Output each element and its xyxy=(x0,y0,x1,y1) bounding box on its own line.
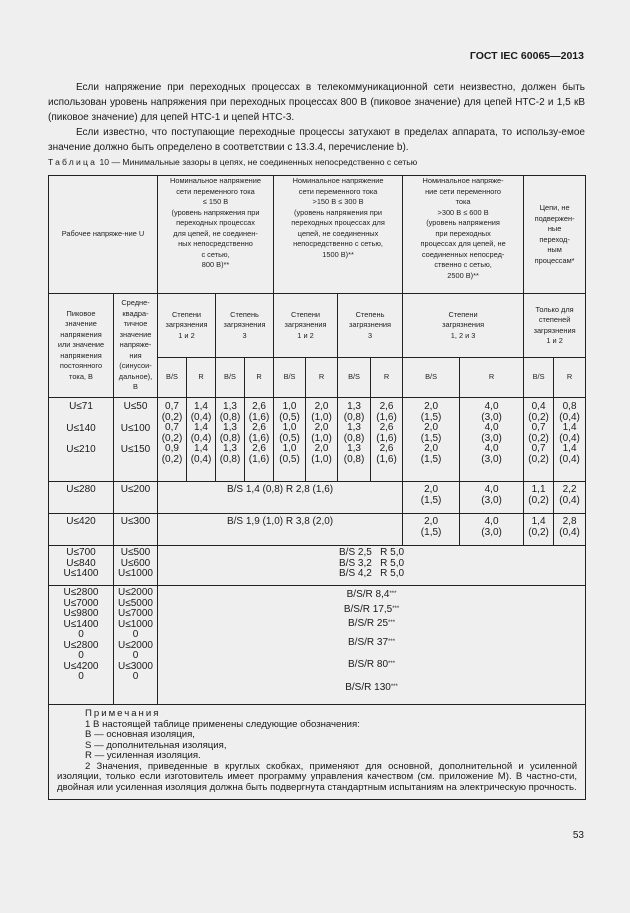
v: 2,6 xyxy=(379,443,394,454)
v: (3,0) xyxy=(481,453,502,465)
v: (0,4) xyxy=(559,494,580,506)
merged-value xyxy=(158,586,586,705)
table-row-2800 xyxy=(49,586,586,705)
rms-value: U≤100 xyxy=(120,422,151,434)
v: U≤2000 xyxy=(118,587,153,598)
v: 1,4 xyxy=(531,516,546,527)
v: (1,5) xyxy=(420,432,442,444)
v: (0,5) xyxy=(279,432,300,444)
bsr-line xyxy=(158,683,585,694)
v: 4,0 xyxy=(484,516,499,527)
deg-line: Степень xyxy=(355,309,385,319)
deg-line: 1 и 2 xyxy=(546,336,563,345)
v: 4,0 xyxy=(484,422,499,433)
value-cell xyxy=(187,398,216,482)
col3-header xyxy=(403,176,524,294)
r-header: R xyxy=(554,358,586,398)
v: (1,0) xyxy=(311,453,332,465)
notes-row xyxy=(49,705,586,800)
col2-line: 1500 В)** xyxy=(322,249,354,259)
merged-value: B/S 1,9 (1,0) R 3,8 (2,0) xyxy=(158,514,403,546)
v: 0 xyxy=(78,650,84,661)
col1-line: для цепей, не соединен- xyxy=(173,228,258,238)
v: (0,5) xyxy=(279,453,300,465)
bs-header: B/S xyxy=(403,358,460,398)
bs-header: B/S xyxy=(524,358,554,398)
v: B/S 3,2 R 5,0 xyxy=(339,557,405,569)
note-line: 2 Значения, приведенные в круглых скобках, применяют для основной, дополнительной и усиленной изоляции, только если изготовитель имеет программу управления качеством (см. приложение М). В частно-сти, двойная или усиленная изоляция должна быть подвергнута стандартным испытаниям на электрическую прочность. xyxy=(57,760,578,793)
v: (1,6) xyxy=(248,432,270,444)
bsr-line xyxy=(158,590,585,601)
v: B/S/R 37 xyxy=(348,636,389,648)
rms-line: дальное), xyxy=(118,371,153,381)
col1-line: (уровень напряжения при xyxy=(171,207,260,217)
peak-cell xyxy=(49,398,114,482)
bsr-line xyxy=(158,619,585,630)
v: 4,0 xyxy=(484,443,499,454)
v: U≤9800 xyxy=(63,608,99,619)
deg-line: загрязнения xyxy=(165,320,208,330)
footnote-mark: *** xyxy=(389,591,397,597)
col4-line: ным xyxy=(547,245,562,254)
peak-line: значение xyxy=(65,319,97,329)
footnote-mark: *** xyxy=(392,605,400,612)
page-number: 53 xyxy=(572,830,584,841)
v: (1,6) xyxy=(376,411,397,423)
footnote-mark: *** xyxy=(390,683,398,690)
col1-line: переходных процессах xyxy=(176,218,255,227)
v: (0,8) xyxy=(219,411,241,423)
col2-line: Номинальное напряжение xyxy=(292,176,384,185)
rms-cell xyxy=(114,546,158,586)
peak-cell: U≤280 xyxy=(49,482,114,514)
v: 2,0 xyxy=(424,516,439,527)
v: (0,4) xyxy=(559,526,580,538)
v: 4,0 xyxy=(484,484,499,495)
merged-value xyxy=(158,546,586,586)
caption-label: Таблица xyxy=(48,157,98,167)
v: 2,6 xyxy=(252,443,266,454)
deg-line: Степени xyxy=(290,309,321,319)
col3-line: соединенных непосред- xyxy=(421,249,505,259)
r-header: R xyxy=(245,358,274,398)
deg-line: Степени xyxy=(448,309,478,319)
r-header: R xyxy=(306,358,338,398)
v: (0,2) xyxy=(528,494,549,506)
col2-line: цепей, не соединенных xyxy=(297,228,379,238)
col3-line: при переходных xyxy=(435,228,491,238)
header-row-2 xyxy=(49,294,586,358)
v: (3,0) xyxy=(481,411,502,423)
note-line: 1 В настоящей таблице применены следующие обозначения: xyxy=(85,718,360,730)
intro-text xyxy=(48,80,585,155)
v: B/S/R 80 xyxy=(348,659,389,670)
rms-value: U≤50 xyxy=(123,401,148,412)
v: 0 xyxy=(78,671,84,682)
value-cell xyxy=(554,514,586,546)
v: (0,2) xyxy=(528,526,549,538)
deg-line: 1 и 2 xyxy=(297,330,314,340)
v: B/S/R 17,5 xyxy=(343,603,393,615)
peak-header xyxy=(49,294,114,398)
value-cell xyxy=(460,482,524,514)
caption-text: — Минимальные зазоры в цепях, не соединенных непосредственно с сетью xyxy=(111,157,418,167)
rms-line: В xyxy=(133,382,138,392)
v: 2,0 xyxy=(424,422,439,433)
v: 1,3 xyxy=(347,401,361,412)
v: 1,4 xyxy=(562,422,577,433)
rms-cell: U≤300 xyxy=(114,514,158,546)
table-row-280 xyxy=(49,482,586,514)
v: 1,4 xyxy=(562,443,577,454)
v: B/S/R 25 xyxy=(348,618,389,629)
v: (0,8) xyxy=(343,432,365,444)
deg-line: 1, 2 и 3 xyxy=(450,330,476,340)
v: (0,8) xyxy=(219,432,241,444)
value-cell xyxy=(216,398,245,482)
header-row-1 xyxy=(49,176,586,294)
deg-line: загрязнения xyxy=(349,320,392,330)
v: (0,5) xyxy=(279,411,300,423)
note-line: S — дополнительная изоляция, xyxy=(85,739,227,751)
deg-line: загрязнения xyxy=(284,320,327,330)
v: 1,0 xyxy=(282,401,297,412)
deg-line: Степени xyxy=(171,309,202,319)
caption-number: 10 xyxy=(99,157,110,167)
v: 2,0 xyxy=(314,422,329,433)
v: U≤2800 xyxy=(63,587,99,598)
v: 0,7 xyxy=(531,422,546,433)
col3-line: ние сети переменного xyxy=(425,186,502,196)
v: (1,6) xyxy=(376,432,397,444)
v: 2,6 xyxy=(379,401,394,412)
v: (0,4) xyxy=(190,411,212,423)
v: 2,0 xyxy=(424,443,439,454)
deg-line: загрязнения xyxy=(533,325,576,335)
value-cell xyxy=(306,398,338,482)
value-cell xyxy=(403,482,460,514)
peak-value: U≤210 xyxy=(66,444,96,455)
v: U≤600 xyxy=(120,557,151,569)
col1-line: с сетью, xyxy=(201,249,230,259)
col1-line: Номинальное напряжение xyxy=(170,176,261,185)
v: U≤840 xyxy=(66,557,96,569)
v: 2,6 xyxy=(379,422,394,433)
v: (1,6) xyxy=(376,453,397,465)
col2-line: >150 В ≤ 300 В xyxy=(312,197,364,206)
col1-line: ≤ 150 В xyxy=(202,197,229,206)
paragraph-1: Если напряжение при переходных процессах в телекоммуникационной сети неизвестно, должен быть использован уровень напряжения при переходных процессах 800 В (пиковое значение) для цепей НТС-2 и 1,5 кВ (пиковое значение) для цепей НТС-1 и цепей НТС-3. xyxy=(48,82,585,123)
deg-line: 3 xyxy=(242,330,247,340)
col4-line: подвержен- xyxy=(534,213,575,223)
col1-line: 800 В)** xyxy=(201,260,230,269)
v: U≤2000 xyxy=(118,639,153,651)
v: U≤1000 xyxy=(118,568,153,579)
v: U≤3000 xyxy=(118,660,153,672)
v: (1,5) xyxy=(420,526,442,538)
deg-line: 3 xyxy=(367,330,373,340)
v: (0,4) xyxy=(559,432,580,444)
v: (1,0) xyxy=(311,411,332,423)
bs-header: B/S xyxy=(338,358,371,398)
col4-line: переход- xyxy=(539,234,570,244)
v: U≤5000 xyxy=(118,597,153,609)
v: 0,9 xyxy=(165,443,179,454)
deg-line: загрязнения xyxy=(442,320,485,330)
clearance-table xyxy=(48,175,586,800)
deg-line: степеней xyxy=(538,315,571,324)
v: (0,2) xyxy=(528,411,549,423)
value-cell xyxy=(524,482,554,514)
v: (1,6) xyxy=(248,411,270,423)
v: U≤1400 xyxy=(63,618,99,630)
v: B/S 2,5 R 5,0 xyxy=(339,547,405,558)
v: 0,8 xyxy=(562,401,577,412)
v: (1,6) xyxy=(248,453,270,465)
r-header: R xyxy=(187,358,216,398)
peak-line: напряжения xyxy=(60,350,102,360)
v: 1,1 xyxy=(531,484,546,495)
rms-line: Средне- xyxy=(121,298,150,308)
working-voltage-header: Рабочее напряже-ние U xyxy=(49,176,158,294)
v: 1,3 xyxy=(223,401,237,412)
deg123-header xyxy=(403,294,524,358)
peak-line: напряжения xyxy=(60,329,102,339)
v: (0,8) xyxy=(219,453,241,465)
peak-line: или значение xyxy=(57,340,105,350)
v: (3,0) xyxy=(481,494,502,506)
deg-line: Только для xyxy=(535,304,574,314)
value-cell xyxy=(524,514,554,546)
value-cell xyxy=(460,514,524,546)
col3-line: ственно с сетью, xyxy=(434,260,492,269)
v: 0,7 xyxy=(165,422,179,433)
rms-line: значение xyxy=(119,329,152,339)
v: U≤7000 xyxy=(63,597,99,609)
col3-line: процессах для цепей, не xyxy=(420,239,506,248)
peak-value: U≤71 xyxy=(69,401,93,412)
peak-cell xyxy=(49,586,114,705)
col1-line: ных непосредственно xyxy=(178,239,253,248)
v: 2,0 xyxy=(424,484,439,495)
v: 1,4 xyxy=(194,401,208,412)
note-line: B — основная изоляция, xyxy=(85,729,195,740)
col3-line: Номинальное напряже- xyxy=(422,176,504,185)
col4-header xyxy=(524,176,586,294)
v: 1,3 xyxy=(223,443,237,454)
value-cell xyxy=(460,398,524,482)
v: (0,4) xyxy=(190,453,212,465)
table-caption xyxy=(48,157,417,167)
v: 1,4 xyxy=(194,443,208,454)
deg-line: 1 и 2 xyxy=(178,330,195,340)
v: U≤7000 xyxy=(118,608,153,619)
deg3-header xyxy=(338,294,403,358)
v: U≤2800 xyxy=(63,639,99,651)
col1-header xyxy=(158,176,274,294)
bsr-line xyxy=(158,605,585,616)
v: 1,0 xyxy=(282,422,297,433)
only12-header xyxy=(524,294,586,358)
deg-line: Степень xyxy=(230,309,259,319)
v: (0,8) xyxy=(343,453,365,465)
v: (1,5) xyxy=(420,494,442,506)
v: (1,5) xyxy=(420,411,442,423)
v: 2,0 xyxy=(424,401,439,412)
v: 2,6 xyxy=(252,401,266,412)
footnote-mark: *** xyxy=(388,638,396,645)
value-cell xyxy=(158,398,187,482)
r-header: R xyxy=(460,358,524,398)
v: (0,4) xyxy=(559,411,580,423)
v: 0,7 xyxy=(531,443,546,454)
v: (1,5) xyxy=(420,453,442,465)
deg-line: загрязнения xyxy=(223,320,266,330)
v: 2,0 xyxy=(314,443,329,454)
v: (0,8) xyxy=(343,411,365,423)
v: (0,2) xyxy=(161,453,183,465)
value-cell xyxy=(524,398,554,482)
notes-title: Примечания xyxy=(85,708,161,719)
v: 1,4 xyxy=(194,422,208,433)
table-row-420 xyxy=(49,514,586,546)
r-header: R xyxy=(371,358,403,398)
v: 1,3 xyxy=(223,422,237,433)
v: 1,0 xyxy=(282,443,297,454)
rms-header xyxy=(114,294,158,398)
bs-header: B/S xyxy=(274,358,306,398)
note-line: R — усиленная изоляция. xyxy=(85,750,201,761)
v: U≤4200 xyxy=(63,660,99,672)
col4-line: Цепи, не xyxy=(539,203,570,212)
v: B/S/R 130 xyxy=(345,681,391,693)
col1-line: сети переменного тока xyxy=(176,186,255,196)
col4-line: процессам* xyxy=(534,255,575,265)
value-cell xyxy=(403,398,460,482)
bsr-line xyxy=(158,660,585,671)
col3-line: 2500 В)** xyxy=(447,270,479,280)
v: (3,0) xyxy=(481,526,502,538)
v: 0 xyxy=(78,629,84,640)
v: (0,2) xyxy=(528,432,549,444)
v: B/S/R 8,4 xyxy=(346,589,390,600)
v: (0,2) xyxy=(161,411,183,423)
v: U≤700 xyxy=(66,547,96,558)
rms-value: U≤150 xyxy=(120,444,151,455)
table-row-700 xyxy=(49,546,586,586)
v: (0,2) xyxy=(161,432,183,444)
v: 1,3 xyxy=(347,422,361,433)
col2-line: (уровень напряжения при xyxy=(294,207,383,217)
col2-line: переходных процессах для xyxy=(291,218,385,227)
v: 0 xyxy=(132,671,139,682)
col3-line: тока xyxy=(455,197,471,206)
v: 0,7 xyxy=(165,401,179,412)
rms-line: квадра- xyxy=(122,308,149,318)
v: 0 xyxy=(132,629,139,640)
v: 2,2 xyxy=(562,484,577,495)
rms-line: ния xyxy=(129,350,142,360)
bs-header: B/S xyxy=(216,358,245,398)
value-cell xyxy=(403,514,460,546)
v: 2,6 xyxy=(252,422,266,433)
deg12-header xyxy=(274,294,338,358)
v: (0,4) xyxy=(559,453,580,465)
v: B/S 4,2 R 5,0 xyxy=(339,568,405,579)
v: (0,2) xyxy=(528,453,549,465)
col3-line: (уровень напряжения xyxy=(426,218,500,227)
v: 1,3 xyxy=(347,443,361,454)
rms-cell: U≤200 xyxy=(114,482,158,514)
peak-line: постоянного xyxy=(59,361,103,371)
bs-header: B/S xyxy=(158,358,187,398)
bsr-line xyxy=(158,638,585,649)
v: 4,0 xyxy=(484,401,499,412)
footnote-mark: *** xyxy=(388,620,396,626)
rms-cell xyxy=(114,398,158,482)
value-cell xyxy=(338,398,371,482)
v: 2,8 xyxy=(562,516,577,527)
peak-line: Пиковое xyxy=(66,308,96,318)
v: 2,0 xyxy=(314,401,329,412)
value-cell xyxy=(554,482,586,514)
deg12-header xyxy=(158,294,216,358)
document-header: ГОСТ IEC 60065—2013 xyxy=(469,50,584,62)
rms-line: (синусои- xyxy=(119,361,152,371)
col3-line: >300 В ≤ 600 В xyxy=(437,207,489,217)
v: U≤1400 xyxy=(63,568,99,579)
rms-line: тичное xyxy=(123,319,148,329)
col4-line: ные xyxy=(547,224,562,233)
col2-header xyxy=(274,176,403,294)
peak-cell xyxy=(49,546,114,586)
col2-line: непосредственно с сетью, xyxy=(293,239,383,248)
table-row-main xyxy=(49,398,586,482)
deg3-header xyxy=(216,294,274,358)
col2-line: сети переменного тока xyxy=(298,186,378,196)
rms-line: напряже- xyxy=(119,340,152,350)
v: (1,0) xyxy=(311,432,332,444)
value-cell xyxy=(245,398,274,482)
value-cell xyxy=(274,398,306,482)
value-cell xyxy=(554,398,586,482)
v: U≤500 xyxy=(120,547,151,558)
peak-line: тока, В xyxy=(69,371,93,381)
peak-value: U≤140 xyxy=(66,422,96,434)
v: 0,4 xyxy=(531,401,546,412)
v: (3,0) xyxy=(481,432,502,444)
footnote-mark: *** xyxy=(388,661,396,667)
table-notes xyxy=(49,705,586,800)
v: 0 xyxy=(132,650,139,661)
value-cell xyxy=(371,398,403,482)
rms-cell xyxy=(114,586,158,705)
v: (0,4) xyxy=(190,432,212,444)
merged-value: B/S 1,4 (0,8) R 2,8 (1,6) xyxy=(158,482,403,514)
paragraph-2: Если известно, что поступающие переходные процессы затухают в пределах аппарата, то использу-емое значение должно быть определено в соответствии с 13.3.4, перечисление b). xyxy=(48,127,585,153)
v: U≤1000 xyxy=(118,618,153,630)
peak-cell: U≤420 xyxy=(49,514,114,546)
